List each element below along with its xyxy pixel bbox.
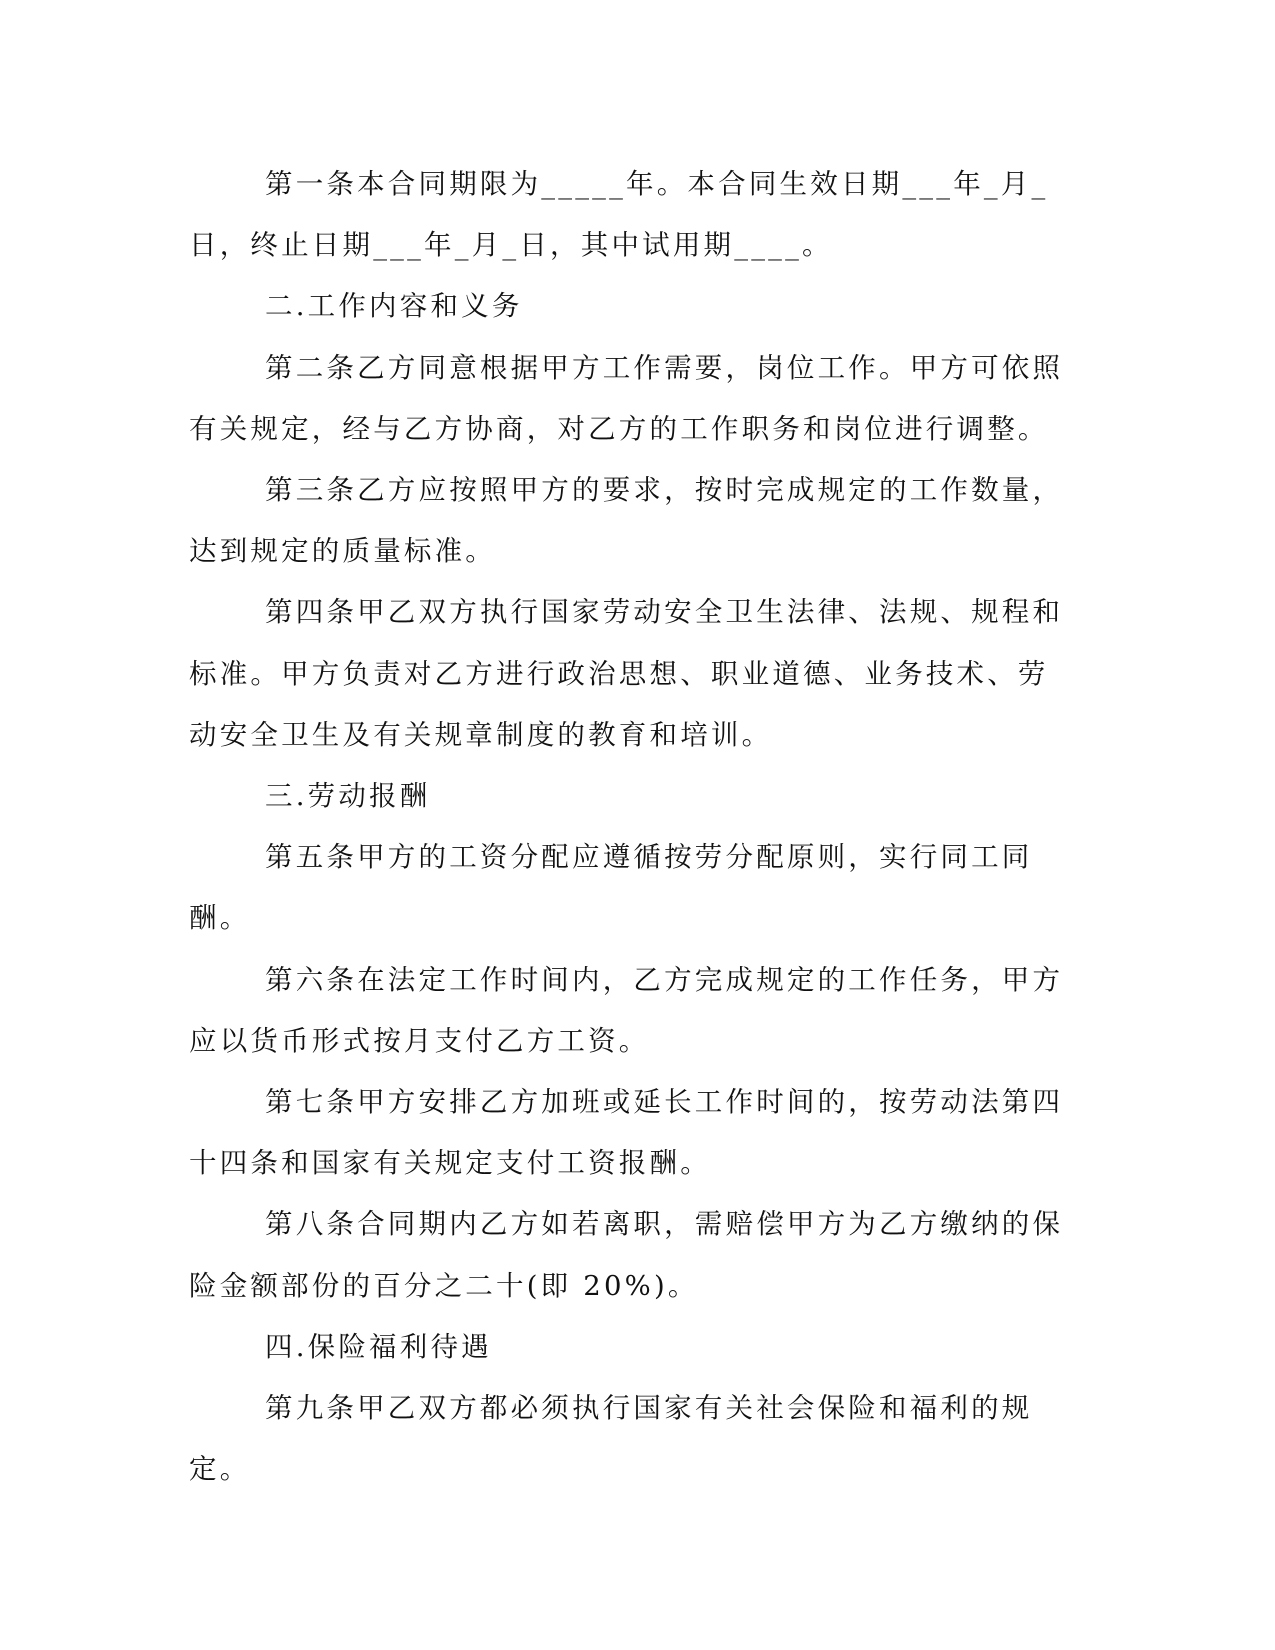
- article-6-paragraph: 第六条在法定工作时间内，乙方完成规定的工作任务，甲方应以货币形式按月支付乙方工资。: [189, 963, 1064, 1057]
- article-1-paragraph: 第一条本合同期限为_____年。本合同生效日期___年_月_日，终止日期___年_月_日，其中试用期____。: [189, 168, 1049, 262]
- section-4-heading: 四.保险福利待遇: [265, 1330, 492, 1363]
- article-9-paragraph: 第九条甲乙双方都必须执行国家有关社会保险和福利的规定。: [189, 1392, 1033, 1486]
- article-3-paragraph: 第三条乙方应按照甲方的要求，按时完成规定的工作数量，达到规定的质量标准。: [189, 474, 1064, 568]
- document-body: [189, 154, 1074, 1500]
- article-5-paragraph: 第五条甲方的工资分配应遵循按劳分配原则，实行同工同酬。: [189, 841, 1033, 935]
- section-3-heading: 三.劳动报酬: [265, 780, 431, 813]
- article-2-paragraph: 第二条乙方同意根据甲方工作需要，岗位工作。甲方可依照有关规定，经与乙方协商，对乙方的工作职务和岗位进行调整。: [189, 351, 1064, 445]
- article-7-paragraph: 第七条甲方安排乙方加班或延长工作时间的，按劳动法第四十四条和国家有关规定支付工资报酬。: [189, 1086, 1064, 1180]
- article-4-paragraph: 第四条甲乙双方执行国家劳动安全卫生法律、法规、规程和标准。甲方负责对乙方进行政治思想、职业道德、业务技术、劳动安全卫生及有关规章制度的教育和培训。: [189, 596, 1064, 751]
- article-8-paragraph: 第八条合同期内乙方如若离职，需赔偿甲方为乙方缴纳的保险金额部份的百分之二十(即 20%)。: [189, 1208, 1064, 1302]
- section-2-heading: 二.工作内容和义务: [265, 290, 523, 323]
